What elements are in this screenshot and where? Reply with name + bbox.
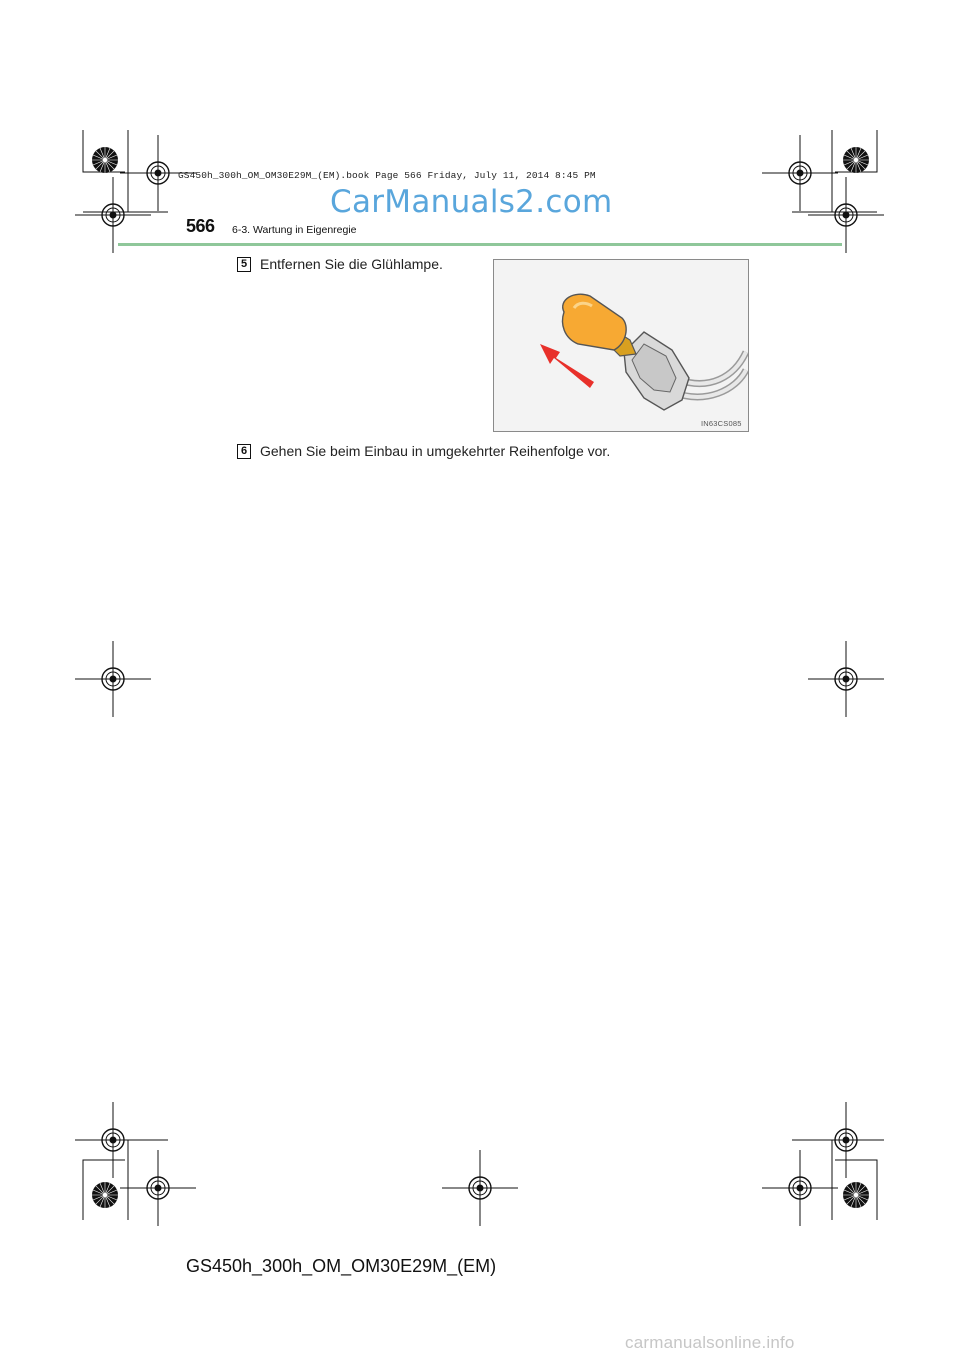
section-title: 6-3. Wartung in Eigenregie [232, 224, 357, 236]
file-stamp: GS450h_300h_OM_OM30E29M_(EM).book Page 566 Friday, July 11, 2014 8:45 PM [178, 170, 596, 181]
bulb-removal-figure [493, 259, 749, 432]
header-rule [118, 243, 842, 246]
model-code: GS450h_300h_OM_OM30E29M_(EM) [186, 1256, 497, 1276]
step-number-badge: 5 [237, 257, 251, 272]
watermark-logo[interactable]: CarManuals2.com [330, 184, 613, 220]
footer-watermark[interactable]: carmanualsonline.info [625, 1333, 795, 1352]
bulb-illustration [494, 260, 748, 431]
step-number-badge: 6 [237, 444, 251, 459]
step-text: Gehen Sie beim Einbau in umgekehrter Reihenfolge vor. [260, 443, 611, 459]
figure-code: IN63CS085 [701, 419, 742, 428]
step-text: Entfernen Sie die Glühlampe. [260, 256, 443, 272]
page-number: 566 [186, 216, 215, 236]
